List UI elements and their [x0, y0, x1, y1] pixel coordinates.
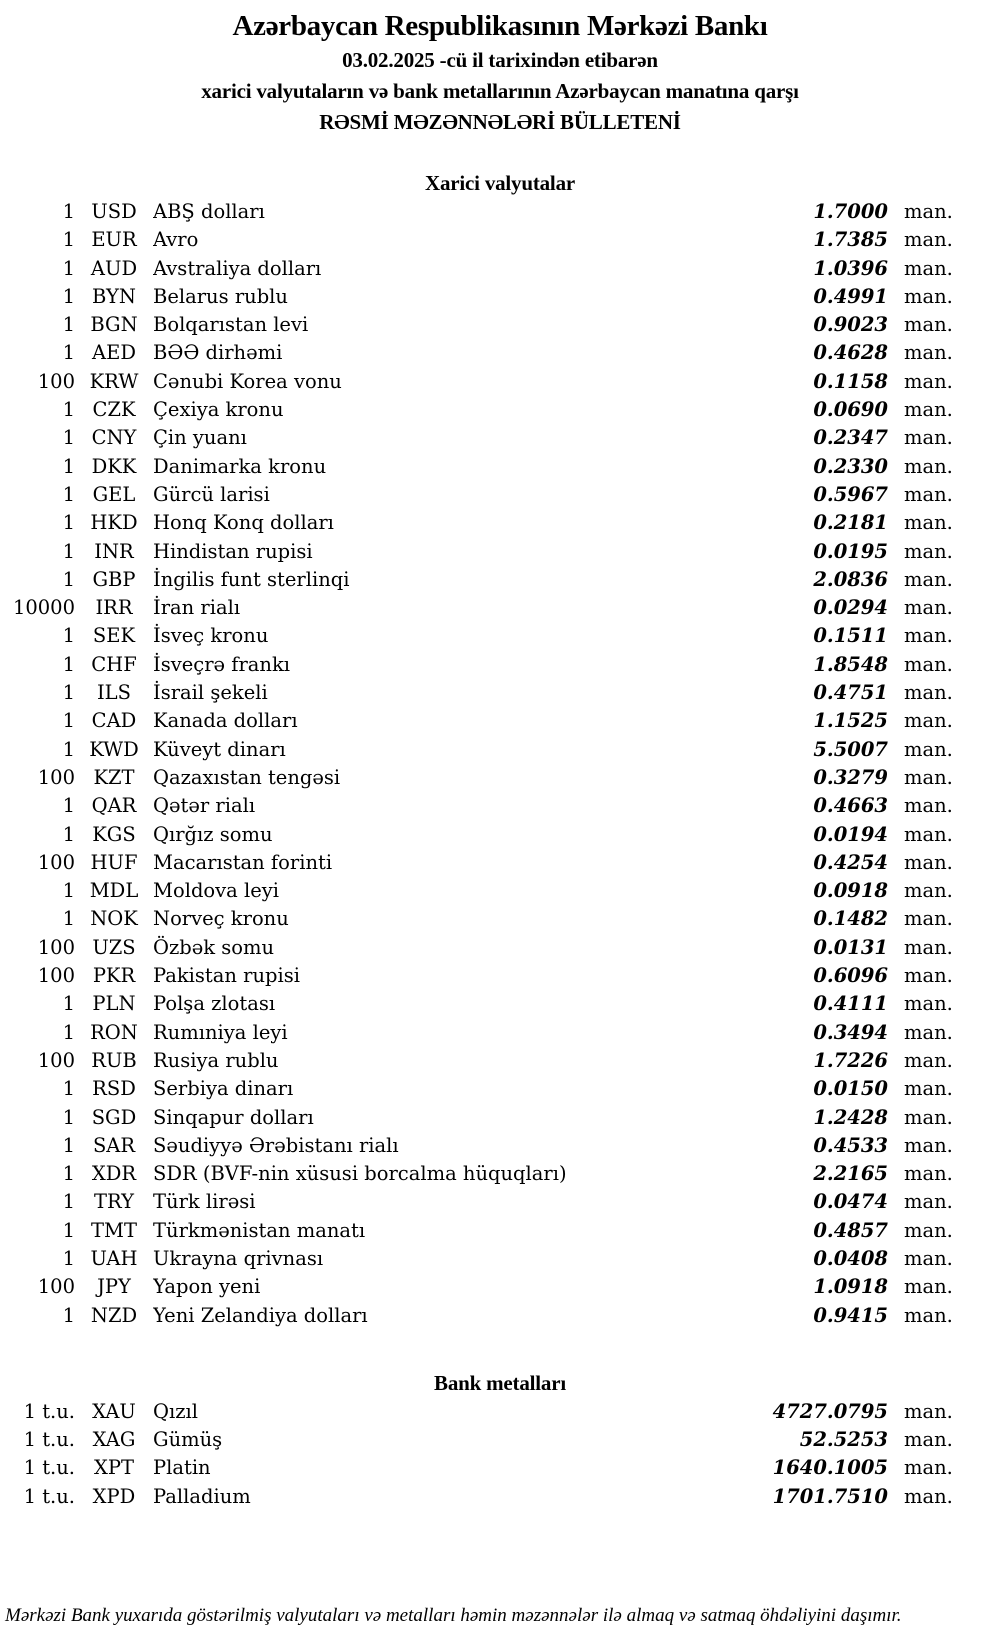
manat-unit-label: man. [904, 482, 953, 506]
currency-name: Sinqapur dolları [153, 1105, 314, 1129]
currency-code: CZK [92, 398, 136, 422]
metal-code: XPT [93, 1456, 134, 1480]
currency-row [0, 821, 953, 849]
currency-name: Çexiya kronu [153, 398, 284, 422]
exchange-rate: 0.1482 [813, 907, 888, 931]
exchange-rate: 0.0690 [813, 398, 888, 422]
currency-name: Honq Konq dolları [153, 511, 334, 535]
currency-name: Rusiya rublu [153, 1048, 279, 1072]
nominal-quantity: 1 [62, 1190, 75, 1214]
nominal-quantity: 100 [37, 1048, 75, 1072]
currency-code: UZS [92, 935, 136, 959]
currency-row [0, 934, 953, 962]
nominal-quantity: 1 [62, 1105, 75, 1129]
manat-unit-label: man. [904, 709, 953, 733]
bank-title: Azərbaycan Respublikasının Mərkəzi Bankı [232, 10, 768, 42]
currency-name: Yapon yeni [153, 1275, 261, 1299]
nominal-quantity: 1 [62, 879, 75, 903]
nominal-quantity: 1 [62, 652, 75, 676]
metal-name: Gümüş [153, 1428, 223, 1452]
currency-row [0, 339, 953, 367]
obligation-note: Mərkəzi Bank yuxarıda göstərilmiş valyutaları və metalları həmin məzənnələr ilə almaq və satmaq öhdəliyini daşımır. [5, 1605, 902, 1627]
exchange-rate: 2.0836 [813, 567, 888, 591]
currency-name: Bolqarıstan levi [153, 313, 309, 337]
currency-name: BƏƏ dirhəmi [153, 341, 283, 365]
nominal-quantity: 1 [62, 567, 75, 591]
manat-unit-label: man. [904, 850, 953, 874]
currency-row [0, 424, 953, 452]
manat-unit-label: man. [904, 596, 953, 620]
currency-name: İsrail şekeli [153, 681, 268, 705]
currency-row [0, 481, 953, 509]
manat-unit-label: man. [904, 1303, 953, 1327]
exchange-rate: 5.5007 [813, 737, 888, 761]
metal-rate: 1640.1005 [772, 1456, 888, 1480]
exchange-rate: 0.3279 [813, 765, 888, 789]
nominal-quantity: 1 t.u. [23, 1399, 75, 1423]
manat-unit-label: man. [904, 935, 953, 959]
currency-code: BYN [92, 284, 136, 308]
manat-unit-label: man. [904, 681, 953, 705]
currency-code: AED [92, 341, 136, 365]
currency-code: GEL [92, 482, 136, 506]
currency-row [0, 1047, 953, 1075]
bulletin-title: RƏSMİ MƏZƏNNƏLƏRİ BÜLLETENİ [319, 110, 681, 134]
manat-unit-label: man. [904, 765, 953, 789]
manat-unit-label: man. [904, 567, 953, 591]
currency-row [0, 792, 953, 820]
currency-code: PLN [92, 992, 136, 1016]
nominal-quantity: 1 [62, 482, 75, 506]
currency-name: Rumıniya leyi [153, 1020, 288, 1044]
exchange-rate: 1.0918 [813, 1275, 888, 1299]
manat-unit-label: man. [904, 822, 953, 846]
currency-name: Pakistan rupisi [153, 964, 300, 988]
metal-row [0, 1483, 953, 1511]
currency-name: Hindistan rupisi [153, 539, 313, 563]
currency-name: Serbiya dinarı [153, 1077, 294, 1101]
manat-unit-label: man. [904, 228, 953, 252]
nominal-quantity: 1 [62, 1246, 75, 1270]
currency-row [0, 226, 953, 254]
metal-name: Qızıl [153, 1399, 198, 1423]
currency-code: XDR [91, 1162, 137, 1186]
exchange-rate: 0.0408 [813, 1246, 888, 1270]
nominal-quantity: 1 [62, 1020, 75, 1044]
currency-name: Gürcü larisi [153, 482, 270, 506]
currency-row [0, 962, 953, 990]
nominal-quantity: 100 [37, 850, 75, 874]
exchange-rate: 0.2181 [813, 511, 888, 535]
currency-row [0, 453, 953, 481]
currency-row [0, 764, 953, 792]
currency-name: Ukrayna qrivnası [153, 1246, 324, 1270]
currency-code: DKK [91, 454, 137, 478]
manat-unit-label: man. [904, 1048, 953, 1072]
currency-code: NZD [90, 1303, 138, 1327]
exchange-rate: 1.8548 [813, 652, 888, 676]
nominal-quantity: 1 [62, 737, 75, 761]
manat-unit-label: man. [904, 1218, 953, 1242]
currency-row [0, 849, 953, 877]
nominal-quantity: 1 [62, 200, 75, 223]
currency-code: CAD [91, 709, 137, 733]
currency-row [0, 1245, 953, 1273]
currency-name: İsveçrə frankı [153, 652, 291, 676]
manat-unit-label: man. [904, 200, 953, 223]
currency-row [0, 1019, 953, 1047]
nominal-quantity: 1 [62, 1303, 75, 1327]
currency-code: NOK [90, 907, 138, 931]
currency-row [0, 736, 953, 764]
metal-row [0, 1398, 953, 1426]
nominal-quantity: 1 [62, 992, 75, 1016]
currency-name: İran rialı [153, 596, 241, 620]
exchange-rate: 1.7385 [813, 228, 888, 252]
currency-row [0, 905, 953, 933]
currency-code: UAH [90, 1246, 138, 1270]
manat-unit-label: man. [904, 1077, 953, 1101]
manat-unit-label: man. [904, 426, 953, 450]
exchange-rate: 0.1511 [813, 624, 888, 648]
nominal-quantity: 1 t.u. [23, 1428, 75, 1452]
currency-row [0, 198, 953, 226]
nominal-quantity: 1 [62, 822, 75, 846]
manat-unit-label: man. [904, 1399, 953, 1423]
nominal-quantity: 1 [62, 681, 75, 705]
exchange-rate: 1.1525 [813, 709, 888, 733]
exchange-rate: 0.0194 [813, 822, 888, 846]
currency-name: Avstraliya dolları [153, 256, 322, 280]
currency-code: PKR [92, 964, 136, 988]
nominal-quantity: 100 [37, 935, 75, 959]
subtitle-line: xarici valyutaların və bank metallarının Azərbaycan manatına qarşı [201, 79, 799, 103]
metal-name: Palladium [153, 1484, 251, 1508]
exchange-rate: 0.6096 [813, 964, 888, 988]
bank-metals-table [0, 1398, 1000, 1511]
foreign-currencies-table [0, 198, 1000, 1330]
nominal-quantity: 1 [62, 539, 75, 563]
currency-row [0, 990, 953, 1018]
manat-unit-label: man. [904, 992, 953, 1016]
currency-code: AUD [90, 256, 138, 280]
exchange-rate: 0.4111 [813, 992, 888, 1016]
exchange-rate: 0.1158 [813, 369, 888, 393]
manat-unit-label: man. [904, 1105, 953, 1129]
manat-unit-label: man. [904, 794, 953, 818]
currency-row [0, 1132, 953, 1160]
manat-unit-label: man. [904, 652, 953, 676]
manat-unit-label: man. [904, 369, 953, 393]
nominal-quantity: 1 [62, 1218, 75, 1242]
exchange-rate: 0.2330 [813, 454, 888, 478]
currency-row [0, 679, 953, 707]
currency-row [0, 396, 953, 424]
metal-code: XAU [92, 1399, 136, 1423]
exchange-rate: 1.0396 [813, 256, 888, 280]
currency-name: Belarus rublu [153, 284, 288, 308]
exchange-rate: 0.5967 [813, 482, 888, 506]
currency-name: İngilis funt sterlinqi [153, 567, 350, 591]
manat-unit-label: man. [904, 341, 953, 365]
currency-code: BGN [90, 313, 138, 337]
nominal-quantity: 1 [62, 1077, 75, 1101]
currency-name: Moldova leyi [153, 879, 280, 903]
currency-code: JPY [97, 1275, 131, 1299]
manat-unit-label: man. [904, 737, 953, 761]
currency-code: KWD [89, 737, 139, 761]
metal-name: Platin [153, 1456, 211, 1480]
nominal-quantity: 1 [62, 341, 75, 365]
exchange-rate: 0.2347 [813, 426, 888, 450]
currency-row [0, 707, 953, 735]
currency-code: RSD [92, 1077, 136, 1101]
foreign-currencies-heading: Xarici valyutalar [425, 171, 575, 195]
exchange-rate: 0.0150 [813, 1077, 888, 1101]
nominal-quantity: 100 [37, 765, 75, 789]
currency-code: RON [90, 1020, 138, 1044]
nominal-quantity: 1 [62, 907, 75, 931]
manat-unit-label: man. [904, 879, 953, 903]
metal-code: XPD [92, 1484, 136, 1508]
nominal-quantity: 1 [62, 426, 75, 450]
nominal-quantity: 1 [62, 709, 75, 733]
currency-code: TMT [91, 1218, 137, 1242]
exchange-rate: 0.0918 [813, 879, 888, 903]
currency-code: INR [94, 539, 134, 563]
manat-unit-label: man. [904, 1484, 953, 1508]
currency-code: KZT [93, 765, 135, 789]
currency-code: HKD [90, 511, 138, 535]
exchange-rate: 1.7226 [813, 1048, 888, 1072]
currency-code: QAR [91, 794, 137, 818]
currency-code: TRY [94, 1190, 134, 1214]
manat-unit-label: man. [904, 1162, 953, 1186]
exchange-rate: 0.0474 [813, 1190, 888, 1214]
currency-row [0, 509, 953, 537]
exchange-rate: 0.4628 [813, 341, 888, 365]
manat-unit-label: man. [904, 964, 953, 988]
currency-name: Özbək somu [153, 935, 275, 959]
manat-unit-label: man. [904, 454, 953, 478]
nominal-quantity: 1 [62, 454, 75, 478]
currency-row [0, 651, 953, 679]
exchange-rate: 0.0294 [813, 596, 888, 620]
nominal-quantity: 1 [62, 794, 75, 818]
manat-unit-label: man. [904, 624, 953, 648]
nominal-quantity: 1 [62, 313, 75, 337]
currency-code: MDL [89, 879, 139, 903]
bank-metals-heading: Bank metalları [434, 1370, 566, 1395]
nominal-quantity: 100 [37, 964, 75, 988]
currency-name: Səudiyyə Ərəbistanı rialı [153, 1133, 399, 1157]
currency-name: Çin yuanı [153, 426, 247, 450]
manat-unit-label: man. [904, 1020, 953, 1044]
currency-name: SDR (BVF-nin xüsusi borcalma hüquqları) [153, 1162, 567, 1186]
nominal-quantity: 1 t.u. [23, 1484, 75, 1508]
currency-code: KGS [92, 822, 136, 846]
manat-unit-label: man. [904, 539, 953, 563]
currency-code: GBP [92, 567, 136, 591]
currency-row [0, 622, 953, 650]
exchange-rate: 0.4751 [813, 681, 888, 705]
currency-code: CNY [91, 426, 137, 450]
exchange-rate: 0.3494 [813, 1020, 888, 1044]
effective-date-line: 03.02.2025 -cü il tarixindən etibarən [342, 48, 658, 72]
manat-unit-label: man. [904, 313, 953, 337]
currency-row [0, 1273, 953, 1301]
currency-code: SAR [92, 1133, 136, 1157]
currency-code: USD [91, 200, 137, 223]
manat-unit-label: man. [904, 398, 953, 422]
nominal-quantity: 1 [62, 1162, 75, 1186]
nominal-quantity: 1 t.u. [23, 1456, 75, 1480]
currency-name: Türkmənistan manatı [153, 1218, 366, 1242]
currency-code: RUB [91, 1048, 137, 1072]
manat-unit-label: man. [904, 1246, 953, 1270]
currency-row [0, 1217, 953, 1245]
nominal-quantity: 1 [62, 256, 75, 280]
manat-unit-label: man. [904, 1190, 953, 1214]
exchange-rate: 0.4533 [813, 1133, 888, 1157]
exchange-rate: 0.4991 [813, 284, 888, 308]
nominal-quantity: 1 [62, 624, 75, 648]
currency-row [0, 538, 953, 566]
currency-row [0, 1160, 953, 1188]
metal-row [0, 1454, 953, 1482]
manat-unit-label: man. [904, 907, 953, 931]
currency-name: Norveç kronu [153, 907, 289, 931]
currency-row [0, 566, 953, 594]
currency-code: EUR [91, 228, 137, 252]
exchange-rate: 1.7000 [813, 200, 888, 223]
manat-unit-label: man. [904, 1275, 953, 1299]
metal-rate: 4727.0795 [772, 1399, 888, 1423]
currency-row [0, 283, 953, 311]
nominal-quantity: 100 [37, 1275, 75, 1299]
currency-name: Küveyt dinarı [153, 737, 286, 761]
manat-unit-label: man. [904, 256, 953, 280]
nominal-quantity: 1 [62, 511, 75, 535]
exchange-rate: 0.9023 [813, 313, 888, 337]
currency-row [0, 311, 953, 339]
currency-name: Polşa zlotası [153, 992, 276, 1016]
currency-row [0, 1104, 953, 1132]
currency-name: Avro [153, 228, 199, 252]
exchange-rate: 2.2165 [813, 1162, 888, 1186]
currency-row [0, 255, 953, 283]
manat-unit-label: man. [904, 1428, 953, 1452]
currency-name: İsveç kronu [153, 624, 269, 648]
currency-name: Yeni Zelandiya dolları [153, 1303, 368, 1327]
currency-code: ILS [96, 681, 131, 705]
currency-name: Cənubi Korea vonu [153, 369, 342, 393]
exchange-rate: 0.0195 [813, 539, 888, 563]
currency-code: HUF [90, 850, 138, 874]
metal-rate: 1701.7510 [772, 1484, 888, 1508]
nominal-quantity: 1 [62, 228, 75, 252]
currency-row [0, 594, 953, 622]
exchange-rate: 0.4857 [813, 1218, 888, 1242]
currency-name: Türk lirəsi [153, 1190, 256, 1214]
nominal-quantity: 1 [62, 1133, 75, 1157]
nominal-quantity: 1 [62, 284, 75, 308]
currency-name: Qətər rialı [153, 794, 256, 818]
exchange-rate: 0.0131 [813, 935, 888, 959]
currency-name: Qırğız somu [153, 822, 273, 846]
currency-row [0, 1188, 953, 1216]
exchange-rate: 0.4663 [813, 794, 888, 818]
currency-code: CHF [91, 652, 137, 676]
currency-name: Kanada dolları [153, 709, 298, 733]
currency-name: ABŞ dolları [153, 200, 265, 223]
exchange-rate: 1.2428 [813, 1105, 888, 1129]
manat-unit-label: man. [904, 511, 953, 535]
currency-code: SGD [91, 1105, 137, 1129]
metal-row [0, 1426, 953, 1454]
manat-unit-label: man. [904, 1456, 953, 1480]
manat-unit-label: man. [904, 284, 953, 308]
currency-row [0, 877, 953, 905]
manat-unit-label: man. [904, 1133, 953, 1157]
currency-code: IRR [95, 596, 133, 620]
currency-row [0, 368, 953, 396]
nominal-quantity: 1 [62, 398, 75, 422]
nominal-quantity: 10000 [12, 596, 75, 620]
bulletin-header [0, 0, 1000, 138]
nominal-quantity: 100 [37, 369, 75, 393]
metal-code: XAG [92, 1428, 136, 1452]
currency-code: KRW [89, 369, 139, 393]
currency-code: SEK [92, 624, 136, 648]
currency-row [0, 1302, 953, 1330]
currency-row [0, 1075, 953, 1103]
exchange-rate: 0.4254 [813, 850, 888, 874]
exchange-rate: 0.9415 [813, 1303, 888, 1327]
currency-name: Macarıstan forinti [153, 850, 333, 874]
metal-rate: 52.5253 [799, 1428, 888, 1452]
currency-name: Danimarka kronu [153, 454, 327, 478]
currency-name: Qazaxıstan tengəsi [153, 765, 341, 789]
